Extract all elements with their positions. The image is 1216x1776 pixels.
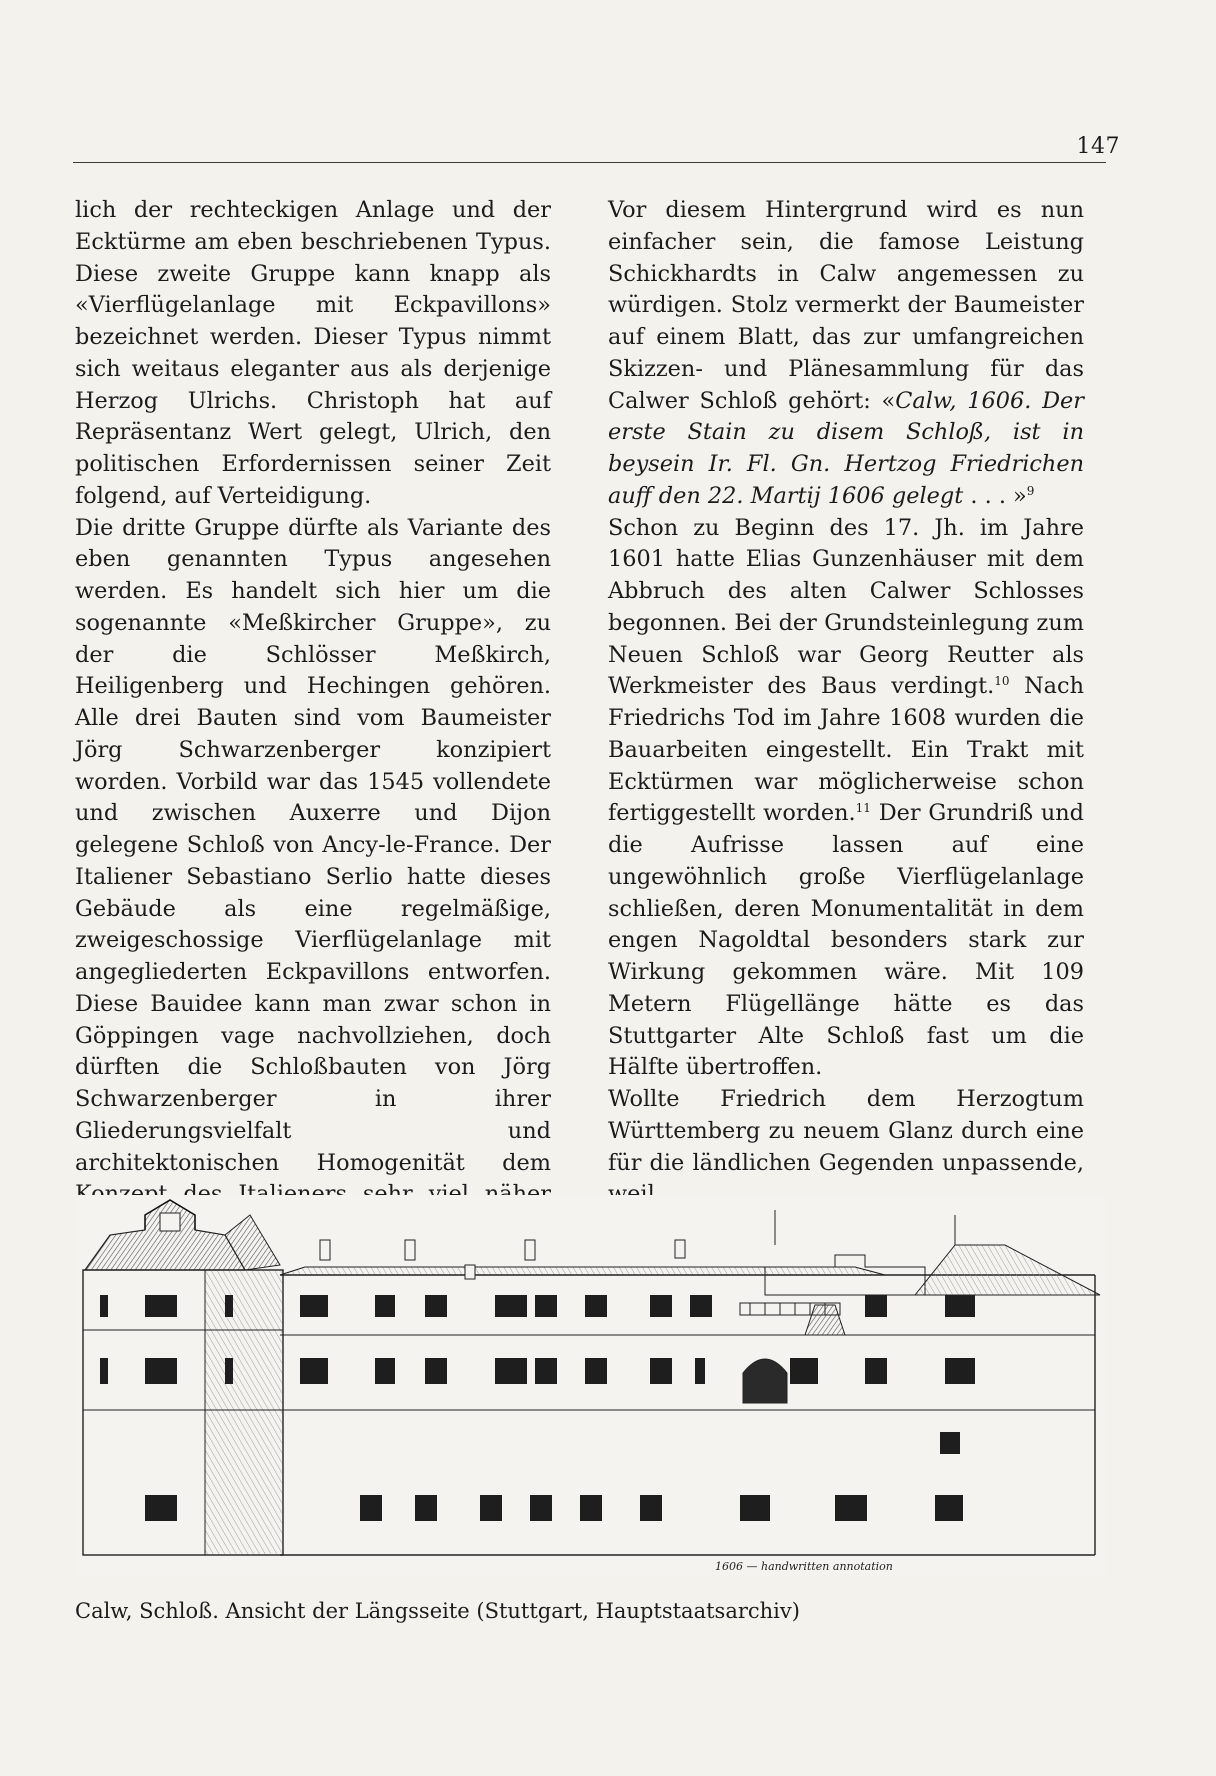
footnote-ref-10: 10 [994, 674, 1010, 689]
right-paragraph-3-text: Wollte Friedrich dem Herzogtum Württemberg zu neuem Glanz durch eine für die ländlichen Gegenden unpassende, [608, 1086, 1084, 1176]
right-paragraph-2-text-c: Der Grundriß und die Aufrisse lassen auf eine ungewöhnlich große Vierflügelanlage schließen, deren Monumentalität in dem engen Nagoldtal besonders stark zur Wirkung gekommen wäre. Mit 109 Metern Flügellänge hätte es das Stuttgarter Alte Schloß fast um die Hälfte übertroffen. [608, 800, 1084, 1081]
right-paragraph-2-text-b: Nach Friedrichs Tod im Jahre 1608 wurden die Bauarbeiten eingestellt. Ein Trakt mit Ecktürmen war möglicherweise schon fertiggestellt worden. [608, 673, 1084, 827]
castle-elevation-figure [75, 1195, 1106, 1575]
handwritten-annotation: 1606 — handwritten annotation [715, 1560, 893, 1573]
footnote-ref-9: 9 [1026, 483, 1035, 498]
header-rule [73, 162, 1106, 163]
right-paragraph-2 [608, 513, 1084, 1085]
left-column [75, 195, 551, 1243]
figure-caption: Calw, Schloß. Ansicht der Längsseite (Stuttgart, Hauptstaatsarchiv) [75, 1599, 800, 1623]
left-paragraph-1 [75, 195, 551, 513]
right-paragraph-1 [608, 195, 1084, 513]
right-paragraph-2-text-a: Schon zu Beginn des 17. Jh. im Jahre 1601 hatte Elias Gunzenhäuser mit dem Abbruch des alten Calwer Schlosses begonnen. Bei der Grundsteinlegung zum Neuen Schloß war Georg Reutter als Werkmeister des Baus verdingt. [608, 514, 1084, 700]
left-paragraph-1-text: lich der rechteckigen Anlage und der Ecktürme am eben beschriebenen Typus. Diese zweite Gruppe kann knapp als «Vierflügelanlage mit Eckpavillons» bezeichnet werden. Dieser Typus nimmt sich weitaus eleganter aus als derjenige Herzog Ulrichs. Christoph hat auf Repräsentanz Wert gelegt, Ulrich, den politischen Erfordernissen seiner Zeit folgend, auf Verteidigung. [75, 197, 551, 509]
quote-ellipsis: . . . » [963, 482, 1027, 509]
right-paragraph-1-text: Vor diesem Hintergrund wird es nun einfacher sein, die famose Leistung Schickhardts in Calw angemessen zu würdigen. Stolz vermerkt der Baumeister auf einem Blatt, das zur umfangreichen Skizzen- und Plänesammlung für das Calwer Schloß gehört: « [608, 197, 1084, 414]
right-column [608, 195, 1084, 1211]
left-paragraph-2-text: Die dritte Gruppe dürfte als Variante des eben genannten Typus angesehen werden. Es handelt sich hier um die sogenannte «Meßkircher Gruppe», zu der die Schlösser Meßkirch, Heiligenberg und Hechingen gehören. Alle drei Bauten sind vom Baumeister Jörg Schwarzenberger konzipiert worden. Vorbild war das 1545 vollendete und zwischen Auxerre und Dijon gelegene Schloß von Ancy-le-France. Der Italiener Sebastiano Serlio hatte dieses Gebäude als eine regelmäßige, zweigeschossige Vierflügelanlage mit angegliederten Eckpavillons entworfen. Diese Bauidee kann man zwar schon in Göppingen vage nachvollziehen, doch dürften die Schloßbauten von Jörg Schwarzenberger in ihrer Gliederungsvielfalt und architektonischen Homogenität dem [75, 514, 551, 1176]
footnote-ref-11: 11 [855, 801, 871, 816]
castle-elevation-drawing [75, 1195, 1106, 1575]
schickhardt-quote: Calw, 1606. Der erste Stain zu disem Schloß, ist in beysein Ir. Fl. Gn. Hertzog Friedrichen auff den 22. Martij 1606 gelegt [608, 387, 1084, 509]
left-paragraph-2 [75, 513, 551, 1243]
right-paragraph-3 [608, 1084, 1084, 1211]
page-number: 147 [1076, 134, 1120, 159]
